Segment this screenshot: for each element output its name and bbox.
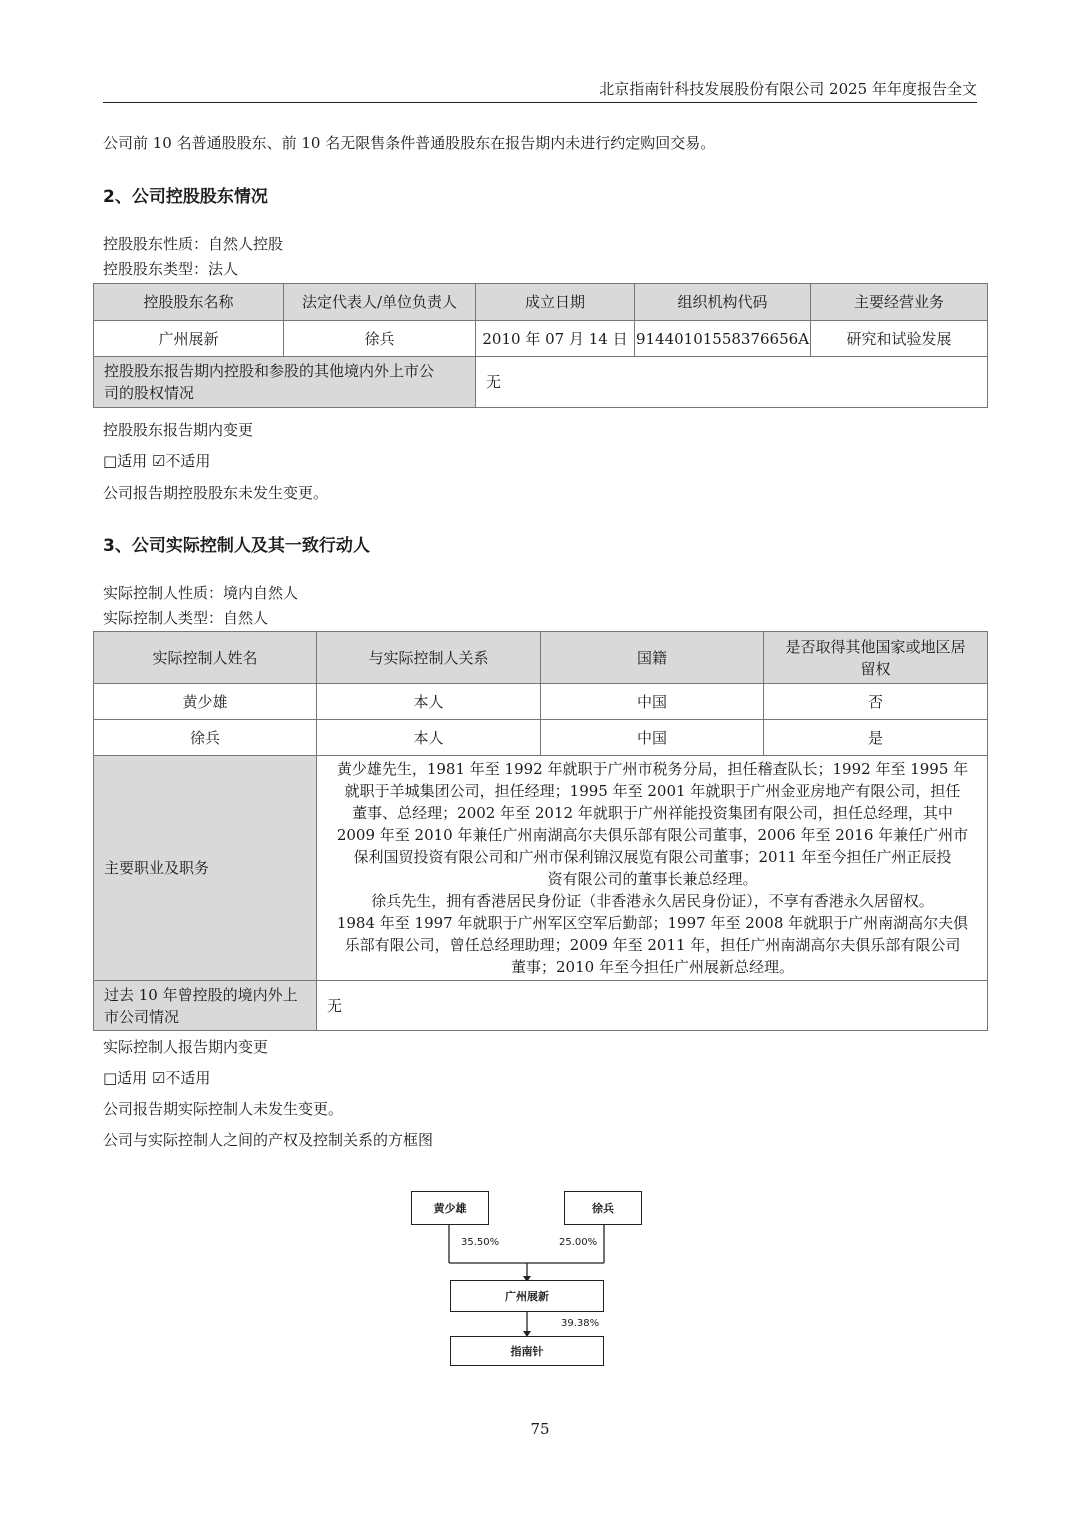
header-cell: 控股股东名称 — [94, 284, 284, 321]
controlling-shareholder-change-title: 控股股东报告期内变更 — [103, 421, 254, 439]
header-cell: 国籍 — [541, 632, 764, 684]
header-cell: 法定代表人/单位负责人 — [284, 284, 476, 321]
table-cell: 本人 — [317, 684, 541, 720]
table-cell: 中国 — [541, 720, 764, 756]
company-box-guangzhou-zhanxin: 广州展新 — [450, 1280, 604, 1312]
company-box-zhinanzhen: 指南针 — [450, 1336, 604, 1366]
header-cell-line: 是否取得其他国家或地区居 — [785, 637, 966, 656]
controlling-shareholder-change-note: 公司报告期控股股东未发生变更。 — [103, 484, 329, 502]
career-line: 董事、总经理；2002 年至 2012 年就职于广州祥能投资集团有限公司，担任总经理，其中 — [352, 804, 953, 822]
actual-controller-change-title: 实际控制人报告期内变更 — [103, 1038, 269, 1056]
arrow-head — [523, 1331, 531, 1337]
table-cell: 否 — [764, 684, 988, 720]
other-holdings-label-line: 控股股东报告期内控股和参股的其他境内外上市公 — [104, 362, 435, 380]
ownership-percentage: 39.38% — [561, 1318, 600, 1329]
past-holdings-label — [94, 981, 317, 1031]
table-row — [94, 981, 988, 1031]
actual-controller-nature: 实际控制人性质：境内自然人 — [103, 584, 299, 602]
header-cell: 成立日期 — [476, 284, 635, 321]
applicable-checkbox-line: □适用 ☑不适用 — [103, 452, 211, 470]
table-cell: 91440101558376656A — [635, 321, 811, 357]
other-holdings-label-line: 司的股权情况 — [104, 384, 195, 402]
table-cell: 黄少雄 — [94, 684, 317, 720]
table-cell: 是 — [764, 720, 988, 756]
career-line: 保利国贸投资有限公司和广州市保利锦汉展览有限公司董事；2011 年至今担任广州正辰投 — [353, 848, 952, 866]
applicable-checkbox-line: □适用 ☑不适用 — [103, 1069, 211, 1087]
table-cell: 研究和试验发展 — [811, 321, 988, 357]
past-holdings-label-line: 过去 10 年曾控股的境内外上 — [104, 985, 298, 1004]
table-row — [94, 684, 988, 720]
other-holdings-value: 无 — [476, 357, 988, 408]
ownership-percentage: 35.50% — [461, 1237, 500, 1248]
header-cell: 主要经营业务 — [811, 284, 988, 321]
shareholder-box-huang: 黄少雄 — [411, 1191, 489, 1225]
table-row — [94, 357, 988, 408]
page-number: 75 — [530, 1420, 550, 1438]
career-line: 董事；2010 年至今担任广州展新总经理。 — [511, 958, 794, 976]
table-cell: 徐兵 — [94, 720, 317, 756]
table-cell: 广州展新 — [94, 321, 284, 357]
table-row — [94, 321, 988, 357]
header-cell: 组织机构代码 — [635, 284, 811, 321]
shareholder-box-xu: 徐兵 — [564, 1191, 642, 1225]
table-row — [94, 720, 988, 756]
career-line: 2009 年至 2010 年兼任广州南湖高尔夫俱乐部有限公司董事，2006 年至 2016 年兼任广州市 — [336, 826, 969, 844]
past-holdings-label-line: 市公司情况 — [104, 1007, 180, 1026]
table-cell: 2010 年 07 月 14 日 — [476, 321, 635, 357]
table-header-row — [94, 632, 988, 684]
intro-line: 公司前 10 名普通股股东、前 10 名无限售条件普通股股东在报告期内未进行约定购回交易。 — [103, 134, 716, 152]
controlling-shareholder-type: 控股股东类型：法人 — [103, 260, 239, 278]
career-line: 徐兵先生，拥有香港居民身份证（非香港永久居民身份证），不享有香港永久居留权。 — [371, 892, 934, 910]
career-line: 黄少雄先生，1981 年至 1992 年就职于广州市税务分局，担任稽查队长；1992 年至 1995 年 — [336, 760, 969, 778]
table-cell: 徐兵 — [284, 321, 476, 357]
ownership-diagram-title: 公司与实际控制人之间的产权及控制关系的方框图 — [103, 1131, 434, 1149]
table-header-row — [94, 284, 988, 321]
career-label: 主要职业及职务 — [94, 756, 317, 981]
header-divider — [103, 102, 977, 103]
ownership-percentage: 25.00% — [559, 1237, 598, 1248]
career-line: 就职于羊城集团公司，担任经理；1995 年至 2001 年就职于广州金亚房地产有限公司，担任 — [344, 782, 961, 800]
header-cell: 实际控制人姓名 — [94, 632, 317, 684]
past-holdings-value: 无 — [317, 981, 988, 1031]
controlling-shareholder-table — [93, 283, 988, 408]
table-cell: 中国 — [541, 684, 764, 720]
career-description — [317, 756, 988, 981]
section3-heading: 3、公司实际控制人及其一致行动人 — [103, 536, 370, 556]
actual-controller-type: 实际控制人类型：自然人 — [103, 609, 269, 627]
career-line: 资有限公司的董事长兼总经理。 — [547, 870, 758, 888]
header-cell: 与实际控制人关系 — [317, 632, 541, 684]
header-cell-line: 留权 — [860, 659, 891, 678]
career-line: 乐部有限公司，曾任总经理助理；2009 年至 2011 年，担任广州南湖高尔夫俱乐部有限公司 — [344, 936, 961, 954]
career-line: 1984 年至 1997 年就职于广州军区空军后勤部；1997 年至 2008 年就职于广州南湖高尔夫俱 — [336, 914, 969, 932]
table-row — [94, 756, 988, 981]
table-cell: 本人 — [317, 720, 541, 756]
actual-controller-table — [93, 631, 988, 1031]
report-header-title: 北京指南针科技发展股份有限公司 2025 年年度报告全文 — [599, 80, 977, 98]
header-cell — [764, 632, 988, 684]
controlling-shareholder-nature: 控股股东性质：自然人控股 — [103, 235, 284, 253]
actual-controller-change-note: 公司报告期实际控制人未发生变更。 — [103, 1100, 344, 1118]
arrow-head — [523, 1276, 531, 1282]
section2-heading: 2、公司控股股东情况 — [103, 187, 268, 207]
other-holdings-label — [94, 357, 476, 408]
